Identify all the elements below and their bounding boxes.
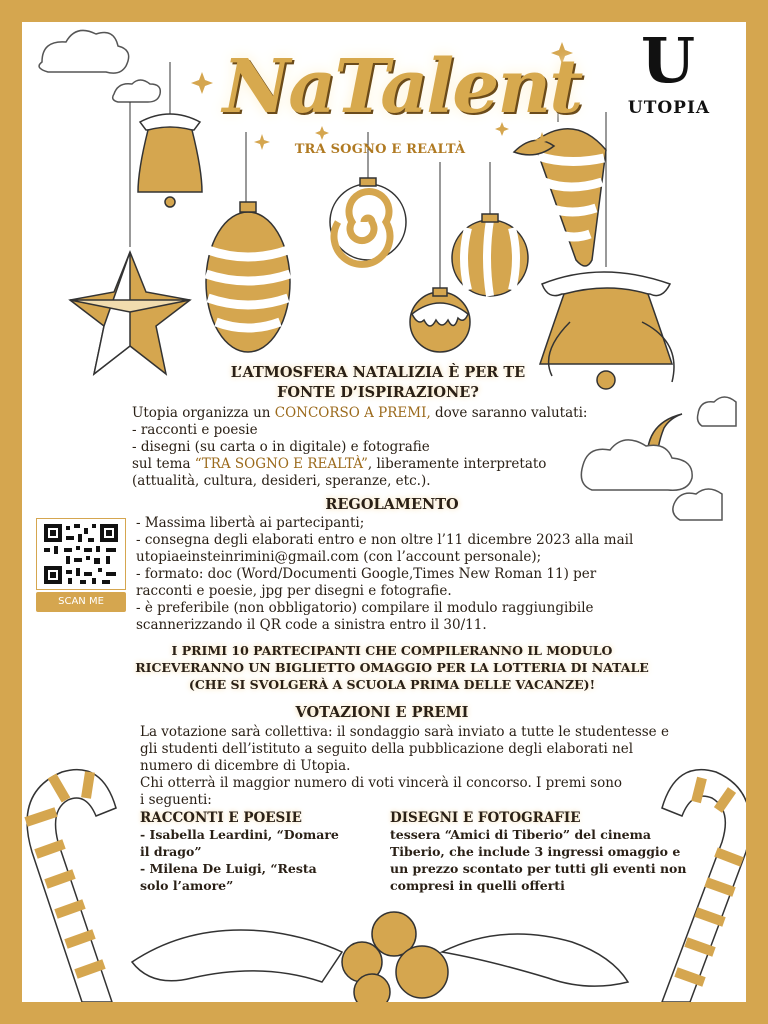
poster-subtitle: TRA SOGNO E REALTÀ — [294, 142, 466, 157]
poster-title: NaTalent — [222, 44, 582, 130]
prize-writing-line: - Milena De Luigi, “Resta — [140, 861, 317, 876]
theme-line — [132, 456, 652, 473]
prize-art-line: Tiberio, che include 3 ingressi omaggio e — [390, 844, 681, 859]
notice-line: (CHE SI SVOLGERÀ A SCUOLA PRIMA DELLE VACANZE)! — [188, 677, 596, 692]
lottery-notice — [112, 642, 672, 693]
striped-ornament — [206, 202, 290, 352]
prize-art-line: compresi in quelli offerti — [390, 878, 565, 893]
theme-suffix: , liberamente interpretato — [367, 456, 547, 472]
organizer-prefix: Utopia organizza un — [132, 405, 275, 421]
prize-art-line: tessera “Amici di Tiberio” del cinema — [390, 827, 651, 842]
contest-highlight: CONCORSO A PREMI, — [274, 405, 431, 421]
notice-line: I PRIMI 10 PARTECIPANTI CHE COMPILERANNO IL MODULO — [171, 643, 613, 658]
prize-writing-line: il drago” — [140, 844, 202, 859]
cloud-icon — [39, 30, 160, 102]
prize-writing — [140, 810, 360, 894]
spiral-ornament — [514, 129, 606, 266]
rule-line: scannerizzando il QR code a sinistra entro il 30/11. — [136, 617, 487, 633]
prize-art-line: un prezzo scontato per tutti gli eventi non — [390, 861, 687, 876]
candy-cane-left — [26, 770, 116, 1002]
rule-line: racconti e poesie, jpg per disegni e fotografie. — [136, 583, 452, 599]
berries-ornament — [342, 912, 448, 1002]
scan-me-label: SCAN ME — [36, 592, 126, 612]
prize-writing-line: solo l’amore” — [140, 878, 234, 893]
qr-code[interactable] — [36, 518, 126, 618]
rule-line: - formato: doc (Word/Documenti Google,Times New Roman 11) per — [136, 566, 597, 582]
voting-line: i seguenti: — [140, 792, 212, 808]
big-bell-ornament — [540, 272, 674, 389]
utopia-logo-name: UTOPIA — [627, 98, 711, 118]
voting-line: Chi otterrà il maggior numero di voti vincerà il concorso. I premi sono — [140, 775, 623, 791]
voting-line: numero di dicembre di Utopia. — [140, 758, 351, 774]
poster-page — [22, 22, 746, 1002]
utopia-logo-icon: U — [640, 24, 696, 97]
rules-heading: REGOLAMENTO — [325, 496, 459, 513]
voting-line: La votazione sarà collettiva: il sondaggio sarà inviato a tutte le studentesse e — [140, 724, 669, 740]
rule-line: - è preferibile (non obbligatorio) compilare il modulo raggiungibile — [136, 600, 594, 616]
prize-art-title: DISEGNI E FOTOGRAFIE — [390, 810, 581, 826]
bell-ornament — [138, 114, 202, 207]
rule-line: utopiaeinsteinrimini@gmail.com (con l’account personale); — [136, 549, 542, 565]
rule-line: - consegna degli elaborati entro e non oltre l’11 dicembre 2023 alla mail — [136, 532, 634, 548]
intro-item: - racconti e poesie — [132, 422, 258, 438]
intro-question-line2: FONTE D’ISPIRAZIONE? — [277, 384, 479, 401]
star-ornament — [70, 252, 190, 374]
organizer-suffix: dove saranno valutati: — [430, 405, 588, 421]
intro-item: - disegni (su carta o in digitale) e fotografie — [132, 439, 430, 455]
voting-text — [140, 724, 700, 809]
theme-examples: (attualità, cultura, desideri, speranze, etc.). — [132, 473, 431, 489]
drip-ball-ornament — [410, 288, 470, 352]
rule-line: - Massima libertà ai partecipanti; — [136, 515, 365, 531]
rules-list — [136, 515, 696, 634]
striped-ball-ornament — [452, 214, 528, 296]
intro-question-line1: L’ATMOSFERA NATALIZIA È PER TE — [230, 364, 526, 381]
swirl-ball-ornament — [330, 178, 406, 264]
notice-line: RICEVERANNO UN BIGLIETTO OMAGGIO PER LA LOTTERIA DI NATALE — [135, 660, 649, 675]
prize-writing-title: RACCONTI E POESIE — [140, 810, 302, 826]
voting-line: gli studenti dell’istituto a seguito della pubblicazione degli elaborati nel — [140, 741, 634, 757]
theme-prefix: sul tema — [132, 456, 195, 472]
prize-art — [390, 810, 690, 894]
intro-text — [132, 405, 652, 490]
qr-code-icon — [36, 518, 126, 590]
theme-highlight: “TRA SOGNO E REALTÀ” — [194, 456, 368, 472]
prize-writing-line: - Isabella Leardini, “Domare — [140, 827, 339, 842]
organizer-line — [132, 405, 652, 422]
voting-heading: VOTAZIONI E PREMI — [295, 704, 469, 721]
